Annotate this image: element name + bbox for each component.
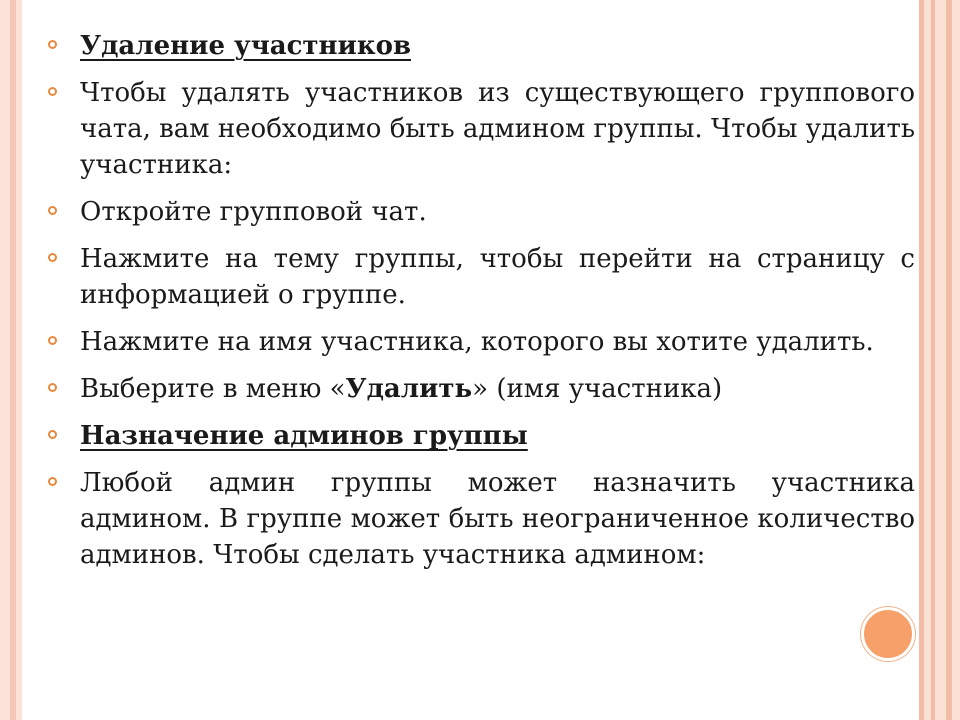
menu-item-delete-label: Удалить — [345, 374, 473, 404]
section-heading-remove-members — [48, 28, 915, 64]
paragraph-text: Чтобы удалять участников из существующего группового чата, вам необходимо быть админом группы. Чтобы удалить участника: — [80, 78, 915, 180]
right-decorative-band — [919, 0, 960, 720]
circle-bullet-icon — [48, 253, 57, 262]
bullet-paragraph — [48, 465, 915, 573]
left-decorative-stripe — [0, 0, 22, 720]
circle-bullet-icon — [48, 206, 57, 215]
circle-bullet-icon — [48, 383, 57, 392]
right-stripe-line — [946, 0, 952, 720]
paragraph-text-before: Выберите в меню « — [80, 374, 346, 404]
bullet-paragraph — [48, 194, 915, 230]
circle-bullet-icon — [48, 40, 57, 49]
slide-content — [48, 28, 915, 584]
section-heading-assign-admins — [48, 418, 915, 454]
circle-bullet-icon — [48, 430, 57, 439]
bullet-paragraph — [48, 241, 915, 313]
circle-bullet-icon — [48, 336, 57, 345]
paragraph-text: Откройте групповой чат. — [80, 197, 427, 227]
paragraph-text: Нажмите на имя участника, которого вы хотите удалить. — [80, 327, 874, 357]
heading-text: Удаление участников — [80, 31, 412, 61]
decorative-circle — [861, 607, 915, 661]
right-stripe-line — [931, 0, 935, 720]
circle-bullet-icon — [48, 477, 57, 486]
paragraph-text: Любой админ группы может назначить участника админом. В группе может быть неограниченное количество админов. Чтобы сделать участника админом: — [80, 468, 915, 570]
bullet-paragraph — [48, 324, 915, 360]
bullet-paragraph — [48, 75, 915, 183]
bullet-paragraph — [48, 371, 915, 407]
paragraph-text: Нажмите на тему группы, чтобы перейти на страницу с информацией о группе. — [80, 244, 915, 310]
right-stripe-line — [919, 0, 924, 720]
heading-text: Назначение админов группы — [80, 421, 528, 451]
paragraph-text-after: » (имя участника) — [472, 374, 723, 404]
circle-bullet-icon — [48, 87, 57, 96]
